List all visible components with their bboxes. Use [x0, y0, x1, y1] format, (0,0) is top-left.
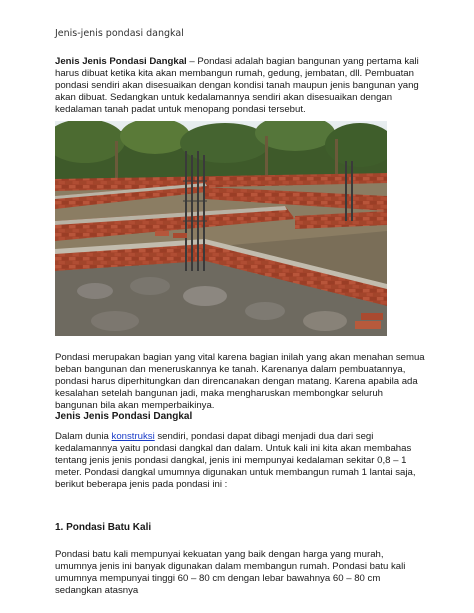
foundation-photo	[55, 121, 387, 336]
intro-paragraph	[55, 56, 427, 116]
section-1-text-end: sendiri, pondasi dapat dibagi menjadi dua dari segi kedalamannya yaitu pondasi dangkal dan dalam. Untuk kali ini kita akan membahas tentang jenis jenis pondasi dangkal, jenis ini mempunyai kedalaman sekitar 0,8 – 1 meter. Pondasi dangkal umumnya digunakan untuk membangun rumah 1 lantai saja, berikut beberapa jenis pada pondasi ini :	[55, 431, 416, 490]
section-1-text-start: Dalam dunia	[55, 431, 112, 442]
section-2-paragraph: Pondasi batu kali mempunyai kekuatan yang baik dengan harga yang murah, umumnya jenis ini banyak digunakan dalam membangun rumah. Pondasi batu kali umumnya mempunyai tinggi 60 – 80 cm dengan lebar bawahnya 60 – 80 cm sedangkan atasnya	[55, 549, 406, 596]
section-1-paragraph	[55, 431, 427, 491]
intro-text: – Pondasi adalah bagian bangunan yang pertama kali harus dibuat ketika kita akan membangun rumah, gedung, jembatan, dll. Pembuatan pondasi sendiri akan disesuaikan dengan kondisi tanah maupun jenis bangunan yang akan dibuat. Sedangkan untuk kedalamannya sendiri akan disesuaikan dengan kedalaman tanah padat untuk menopang pondasi tersebut.	[55, 56, 419, 115]
section-heading-1: Jenis Jenis Pondasi Dangkal	[55, 411, 193, 422]
konstruksi-link[interactable]: konstruksi	[111, 431, 155, 442]
page-header: Jenis-jenis pondasi dangkal	[55, 28, 184, 39]
section-heading-2: 1. Pondasi Batu Kali	[55, 522, 152, 533]
body-paragraph-2: Pondasi merupakan bagian yang vital karena bagian inilah yang akan menahan semua beban bangunan dan meneruskannya ke tanah. Karenanya dalam pembuatannya, pondasi harus diperhitungkan dan direncanakan dengan matang. Karena apabila ada kesalahan setelah bangunan jadi, maka mengharuskan membongkar seluruh bangunan bila akan memperbaikinya.	[55, 352, 425, 411]
intro-lead: Jenis Jenis Pondasi Dangkal	[55, 56, 187, 67]
